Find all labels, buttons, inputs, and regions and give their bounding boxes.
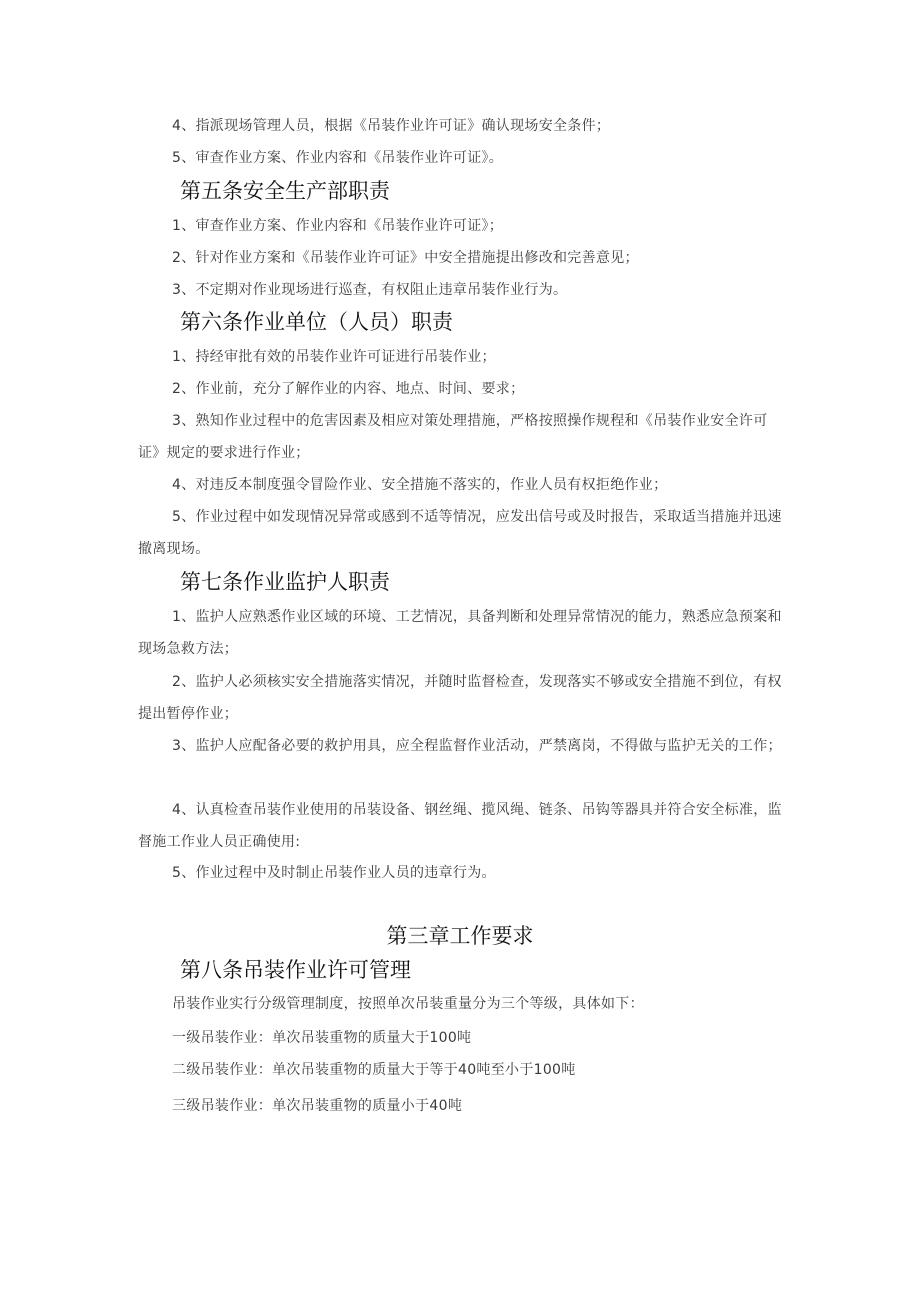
- article-5-item-1: 1、审查作业方案、作业内容和《吊装作业许可证》；: [172, 218, 504, 234]
- article-5-item-3: 3、不定期对作业现场进行巡查，有权阻止违章吊装作业行为。: [172, 282, 568, 298]
- article-7-heading: 第七条作业监护人职责: [180, 570, 390, 594]
- article-6-heading: 第六条作业单位（人员）职责: [180, 310, 453, 334]
- article-6-item-3: 3、熟知作业过程中的危害因素及相应对策处理措施，严格按照操作规程和《吊装作业安全许可证》规定的要求进行作业；: [138, 413, 768, 461]
- article-7-item-3: 3、监护人应配备必要的救护用具，应全程监督作业活动，严禁离岗，不得做与监护无关的工作；: [172, 738, 782, 754]
- article-7-item-1: 1、监护人应熟悉作业区域的环境、工艺情况，具备判断和处理异常情况的能力，熟悉应急预案和现场急救方法；: [138, 609, 782, 657]
- section4-item-4: 4、指派现场管理人员，根据《吊装作业许可证》确认现场安全条件；: [172, 118, 611, 134]
- article-5-item-2: 2、针对作业方案和《吊装作业许可证》中安全措施提出修改和完善意见；: [172, 250, 639, 266]
- article-7-item-5: 5、作业过程中及时制止吊装作业人员的违章行为。: [172, 865, 496, 881]
- article-7-item-2: 2、监护人必须核实安全措施落实情况，并随时监督检查，发现落实不够或安全措施不到位，有权提出暂停作业；: [138, 674, 782, 722]
- article-8-intro: 吊装作业实行分级管理制度，按照单次吊装重量分为三个等级，具体如下：: [172, 996, 644, 1012]
- section4-item-5: 5、审查作业方案、作业内容和《吊装作业许可证》。: [172, 150, 504, 166]
- article-6-item-4: 4、对违反本制度强令冒险作业、安全措施不落实的，作业人员有权拒绝作业；: [172, 477, 668, 493]
- lifting-level-2: 二级吊装作业：单次吊装重物的质量大于等于40吨至小于100吨: [172, 1062, 576, 1078]
- article-6-item-5: 5、作业过程中如发现情况异常或感到不适等情况，应发出信号或及时报告，采取适当措施并迅速撤离现场。: [138, 509, 782, 557]
- chapter-3-heading: 第三章工作要求: [386, 924, 534, 948]
- lifting-level-1: 一级吊装作业：单次吊装重物的质量大于100吨: [172, 1030, 472, 1046]
- article-8-heading: 第八条吊装作业许可管理: [180, 958, 411, 982]
- article-7-item-4: 4、认真检查吊装作业使用的吊装设备、钢丝绳、揽风绳、链条、吊钩等器具并符合安全标准，监督施工作业人员正确使用:: [138, 802, 782, 850]
- article-5-heading: 第五条安全生产部职责: [180, 179, 390, 203]
- article-6-item-2: 2、作业前，充分了解作业的内容、地点、时间、要求；: [172, 381, 525, 397]
- article-6-item-1: 1、持经审批有效的吊装作业许可证进行吊装作业；: [172, 349, 496, 365]
- lifting-level-3: 三级吊装作业：单次吊装重物的质量小于40吨: [172, 1098, 463, 1114]
